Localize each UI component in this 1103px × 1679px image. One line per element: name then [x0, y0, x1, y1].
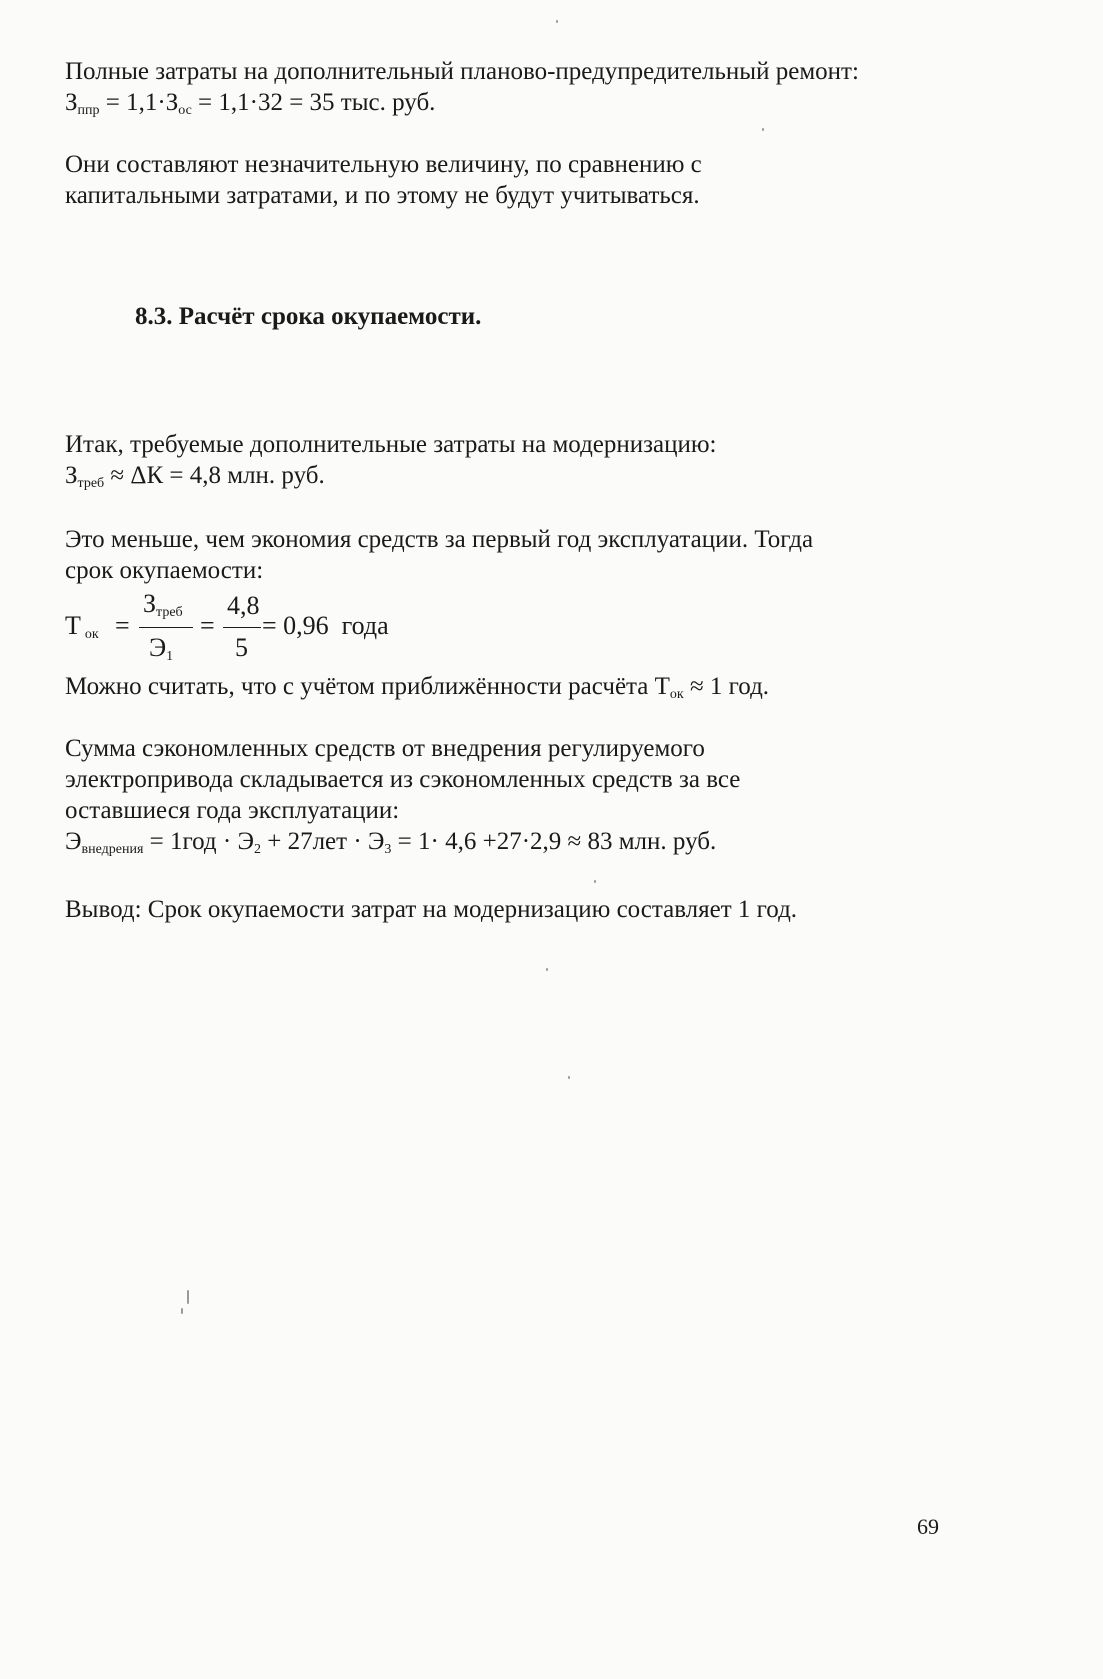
scan-speck [568, 1076, 570, 1079]
frac2-denominator: 5 [235, 633, 248, 662]
frac1-denominator: $Э_1$ [149, 633, 174, 664]
total-savings-paragraph: Сумма сэкономленных средств от внедрения регулируемого электропривода складывается из сэкономленных средств за все оставшиеся года эксплуатации: $Э_{внедрения} = 1год \cdot Э_2 + 27лет \cdot Э_3 = 1\cdot 4,6 +27\cdot 2,9 \approx 83$ млн. руб. [65, 735, 741, 857]
frac1-numerator: $З_{треб}$ [143, 589, 183, 620]
payback-period-formula: Т $_{ок}$ = $З_{треб}$ $Э_1$ = 4,8 5 = 0,96 года [65, 589, 389, 664]
conclusion: Вывод: Срок окупаемости затрат на модернизацию составляет 1 год. [65, 896, 798, 923]
approximation-paragraph: Можно считать, что с учётом приближённости расчёта $Т_{ок} \approx 1$ год. [65, 673, 770, 702]
insignificant-costs-paragraph: Они составляют незначительную величину, по сравнению с капитальными затратами, и по этому не будут учитываться. [65, 151, 702, 209]
frac2-line [223, 627, 261, 628]
required-costs-paragraph: Итак, требуемые дополнительные затраты на модернизацию: $З_{треб} \approx \Delta К = 4,8$ млн. руб. [65, 431, 717, 491]
savings-comparison-paragraph: Это меньше, чем экономия средств за первый год эксплуатации. Тогда срок окупаемости: [65, 526, 814, 584]
formula-result: = 0,96 года [262, 611, 389, 640]
scan-speck [181, 1308, 183, 1314]
scan-speck [594, 880, 596, 883]
scan-speck [556, 20, 558, 23]
scan-speck [762, 128, 764, 131]
frac2-numerator: 4,8 [227, 591, 260, 620]
required-costs-formula: $З_{треб} \approx \Delta К = 4,8$ млн. руб. [65, 462, 325, 491]
page-number: 69 [917, 1514, 939, 1539]
formula-lhs: Т $_{ок}$ [65, 611, 99, 642]
full-costs-text: Полные затраты на дополнительный планово-предупредительный ремонт: [65, 58, 859, 85]
ppr-cost-formula: $З_{ппр} = 1,1\cdot З_{ос} = 1,1\cdot 32 = 35$ тыс. руб. [65, 89, 436, 118]
frac1-line [139, 627, 193, 628]
scan-speck [187, 1290, 189, 1304]
total-savings-formula: $Э_{внедрения} = 1год \cdot Э_2 + 27лет \cdot Э_3 = 1\cdot 4,6 +27\cdot 2,9 \approx 83$ млн. руб. [65, 828, 717, 857]
section-heading: 8.3. Расчёт срока окупаемости. [135, 303, 482, 330]
full-costs-paragraph [65, 56, 859, 118]
scan-speck [546, 968, 548, 971]
